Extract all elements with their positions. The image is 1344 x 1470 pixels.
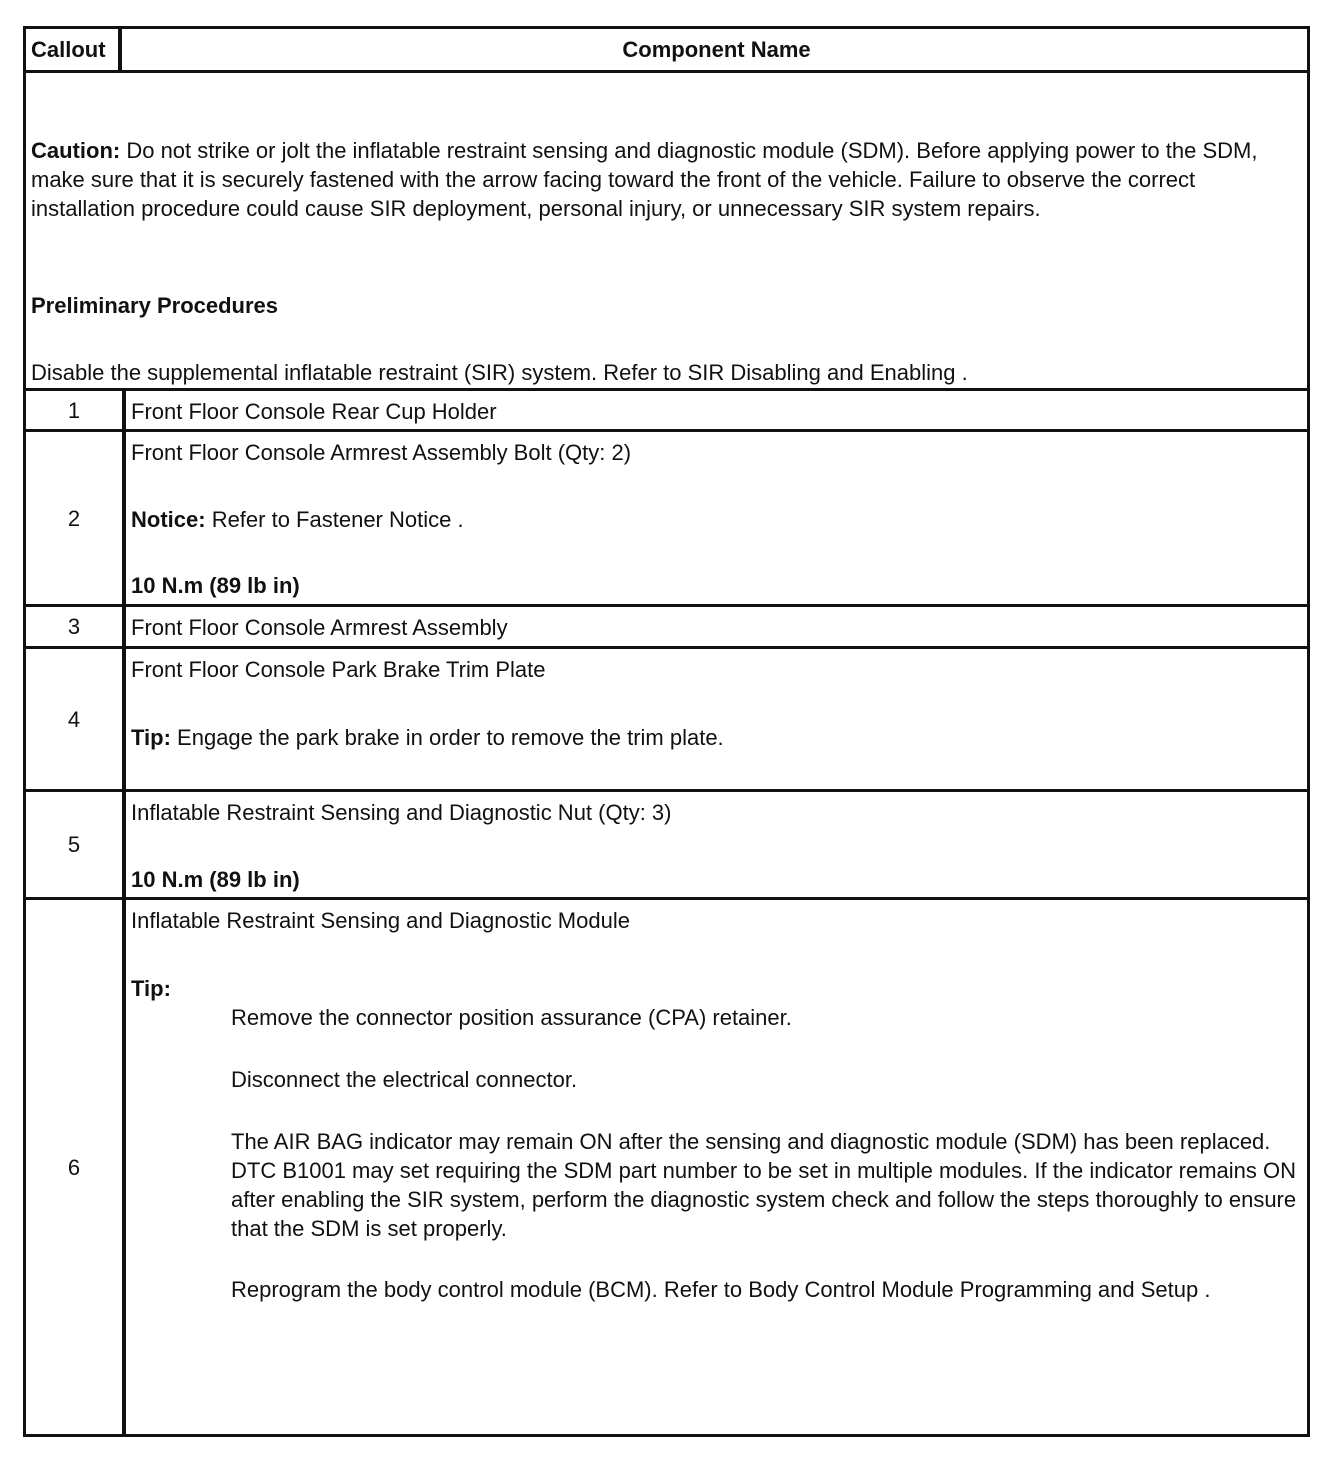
notice-text: Refer to Fastener Notice . <box>211 507 464 532</box>
component-name: Inflatable Restraint Sensing and Diagnostic Module <box>131 908 630 933</box>
component-cell <box>126 607 1307 646</box>
tip-text: Engage the park brake in order to remove the trim plate. <box>177 725 724 750</box>
notice-note <box>131 505 464 534</box>
tip-note <box>131 723 724 752</box>
caution-label: Caution: <box>31 138 121 163</box>
component-cell <box>126 391 1307 429</box>
table-row <box>26 789 1307 897</box>
table-row <box>26 388 1307 429</box>
table-row <box>26 897 1307 1434</box>
component-cell <box>126 900 1307 1434</box>
table-row <box>26 646 1307 789</box>
tip-step: Disconnect the electrical connector. <box>231 1067 578 1092</box>
tip-label: Tip: <box>131 725 171 750</box>
table-row <box>26 429 1307 604</box>
callout-number: 2 <box>26 432 126 604</box>
table-header-row <box>26 29 1307 70</box>
preliminary-heading: Preliminary Procedures <box>31 293 279 318</box>
torque-spec: 10 N.m (89 lb in) <box>131 867 300 892</box>
torque-spec: 10 N.m (89 lb in) <box>131 573 300 598</box>
callout-number: 5 <box>26 792 126 897</box>
component-name: Front Floor Console Armrest Assembly Bolt (Qty: 2) <box>131 440 632 465</box>
preliminary-text: Disable the supplemental inflatable restraint (SIR) system. Refer to SIR Disabling and Enabling . <box>31 360 968 385</box>
header-component-name: Component Name <box>622 37 811 62</box>
caution-note <box>31 136 1297 223</box>
component-name: Front Floor Console Rear Cup Holder <box>131 399 497 424</box>
callout-number: 1 <box>26 391 126 429</box>
component-name: Inflatable Restraint Sensing and Diagnostic Nut (Qty: 3) <box>131 800 672 825</box>
tip-label: Tip: <box>131 976 171 1001</box>
intro-row <box>26 70 1307 391</box>
callout-number: 4 <box>26 649 126 789</box>
procedure-table <box>23 26 1310 1437</box>
table-row <box>26 604 1307 646</box>
tip-step: Reprogram the body control module (BCM). Refer to Body Control Module Programming and Setup . <box>231 1277 1211 1302</box>
component-cell <box>126 649 1307 789</box>
caution-text: Do not strike or jolt the inflatable restraint sensing and diagnostic module (SDM). Before applying power to the SDM, make sure that it is securely fastened with the arrow facing toward the front of the vehicle. Failure to observe the correct installation procedure could cause SIR deployment, personal injury, or unnecessary SIR system repairs. <box>31 138 1258 221</box>
tip-step: The AIR BAG indicator may remain ON after the sensing and diagnostic module (SDM) has been replaced. DTC B1001 may set requiring the SDM part number to be set in multiple modules. If the indicator remains ON after enabling the SIR system, perform the diagnostic system check and follow the steps thoroughly to ensure that the SDM is set properly. <box>231 1129 1297 1241</box>
component-cell <box>126 792 1307 897</box>
notice-label: Notice: <box>131 507 206 532</box>
component-name: Front Floor Console Armrest Assembly <box>131 615 508 640</box>
component-name: Front Floor Console Park Brake Trim Plate <box>131 657 546 682</box>
callout-number: 3 <box>26 607 126 646</box>
tip-step: Remove the connector position assurance (CPA) retainer. <box>231 1005 792 1030</box>
component-cell <box>126 432 1307 604</box>
header-callout: Callout <box>26 29 122 70</box>
callout-number: 6 <box>26 900 126 1434</box>
